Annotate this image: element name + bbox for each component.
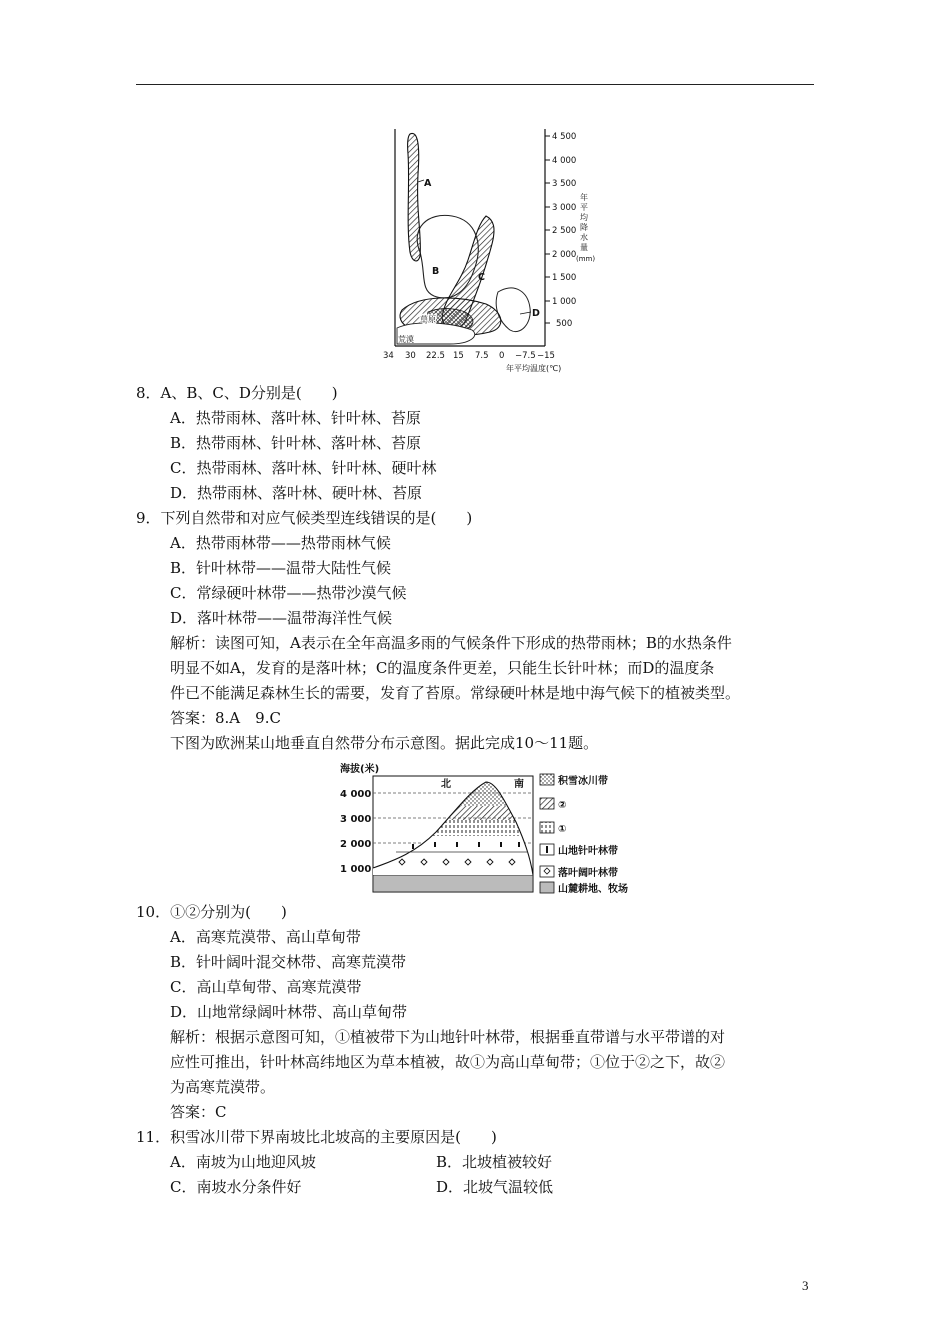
q11-stem: 11．积雪冰川带下界南坡比北坡高的主要原因是( ) xyxy=(136,1128,497,1146)
q11-option-a: A．南坡为山地迎风坡 xyxy=(170,1153,316,1171)
y-label-char: 年 xyxy=(580,193,588,202)
q10-analysis-line: 应性可推出，针叶林高纬地区为草本植被，故①为高山草甸带；①位于②之下，故② xyxy=(170,1053,726,1071)
q11-option-b: B．北坡植被较好 xyxy=(436,1153,553,1171)
x-tick: −7.5 xyxy=(515,351,536,361)
q10-option-c: C．高山草甸带、高寒荒漠带 xyxy=(170,978,362,996)
label-desert: 荒漠 xyxy=(398,335,414,344)
label-grassland: 草原 xyxy=(420,315,436,324)
y-label-char: 均 xyxy=(580,213,588,222)
y-tick: 2 000 xyxy=(552,250,577,260)
legend-item: ② xyxy=(558,800,567,811)
y-label-char: 水 xyxy=(580,233,588,242)
q9-option-b: B．针叶林带——温带大陆性气候 xyxy=(170,559,392,577)
label-d: D xyxy=(532,308,540,319)
y-tick: 3 500 xyxy=(552,179,577,189)
y-tick: 1 500 xyxy=(552,273,577,283)
label-a: A xyxy=(424,178,432,189)
header-rule xyxy=(136,84,814,85)
x-tick: −15 xyxy=(537,351,555,361)
legend-item: 山地针叶林带 xyxy=(558,846,618,857)
x-tick: 30 xyxy=(405,351,416,361)
y-tick: 3 000 xyxy=(552,203,577,213)
q8-option-d: D．热带雨林、落叶林、硬叶林、苔原 xyxy=(170,484,423,502)
y-label-char: 量 xyxy=(580,243,588,252)
elev-tick: 4 000 xyxy=(340,789,372,800)
q9-stem: 9．下列自然带和对应气候类型连线错误的是( ) xyxy=(136,509,473,527)
q11-option-d: D．北坡气温较低 xyxy=(436,1178,554,1196)
q9-option-a: A．热带雨林带——热带雨林气候 xyxy=(170,534,391,552)
foothill-band xyxy=(373,875,533,892)
q9-option-d: D．落叶林带——温带海洋性气候 xyxy=(170,609,393,627)
elev-tick: 3 000 xyxy=(340,814,372,825)
x-tick: 34 xyxy=(383,351,394,361)
legend-item: ① xyxy=(558,824,567,835)
x-axis-label: 年平均温度(℃) xyxy=(506,364,562,373)
answer-10: 答案：C xyxy=(170,1103,227,1121)
y-tick: 2 500 xyxy=(552,226,577,236)
x-tick: 7.5 xyxy=(475,351,489,361)
answer-8-9: 答案：8.A 9.C xyxy=(170,709,281,727)
q10-option-b: B．针叶阔叶混交林带、高寒荒漠带 xyxy=(170,953,407,971)
y-axis-title: 海拔(米) xyxy=(340,764,380,775)
elev-tick: 1 000 xyxy=(340,864,372,875)
q9-option-c: C．常绿硬叶林带——热带沙漠气候 xyxy=(170,584,407,602)
q8-stem: 8．A、B、C、D分别是( ) xyxy=(136,384,338,402)
page-number: 3 xyxy=(802,1278,809,1293)
q9-analysis-line: 件已不能满足森林生长的需要，发育了苔原。常绿硬叶林是地中海气候下的植被类型。 xyxy=(170,684,741,702)
y-unit: (mm) xyxy=(576,255,596,263)
q10-analysis-line: 解析：根据示意图可知，①植被带下为山地针叶林带，根据垂直带谱与水平带谱的对 xyxy=(170,1028,726,1046)
q10-option-d: D．山地常绿阔叶林带、高山草甸带 xyxy=(170,1003,408,1021)
south-label: 南 xyxy=(514,779,524,790)
q10-stem: 10．①②分别为( ) xyxy=(136,903,287,921)
vertical-zonation-figure xyxy=(336,760,646,896)
region-a-shape xyxy=(408,133,421,261)
x-tick: 0 xyxy=(499,351,505,361)
vegetation-climate-figure xyxy=(380,124,596,374)
y-tick: 1 000 xyxy=(552,297,577,307)
intro-10-11: 下图为欧洲某山地垂直自然带分布示意图。据此完成10～11题。 xyxy=(170,734,599,752)
region-d-shape xyxy=(496,288,530,332)
q9-analysis-line: 解析：读图可知，A表示在全年高温多雨的气候条件下形成的热带雨林；B的水热条件 xyxy=(170,634,732,652)
north-label: 北 xyxy=(441,779,451,790)
x-tick: 15 xyxy=(453,351,464,361)
y-tick: 4 500 xyxy=(552,132,577,142)
q8-option-b: B．热带雨林、针叶林、落叶林、苔原 xyxy=(170,434,422,452)
elev-tick: 2 000 xyxy=(340,839,372,850)
label-b: B xyxy=(432,266,440,277)
q11-option-c: C．南坡水分条件好 xyxy=(170,1178,302,1196)
q9-analysis-line: 明显不如A，发育的是落叶林；C的温度条件更差，只能生长针叶林；而D的温度条 xyxy=(170,659,715,677)
y-tick: 500 xyxy=(556,319,573,329)
q10-analysis-line: 为高寒荒漠带。 xyxy=(170,1078,276,1096)
q8-option-c: C．热带雨林、落叶林、针叶林、硬叶林 xyxy=(170,459,437,477)
y-tick: 4 000 xyxy=(552,156,577,166)
x-tick: 22.5 xyxy=(426,351,445,361)
q8-option-a: A．热带雨林、落叶林、针叶林、苔原 xyxy=(170,409,421,427)
q10-option-a: A．高寒荒漠带、高山草甸带 xyxy=(170,928,361,946)
legend-item: 落叶阔叶林带 xyxy=(558,868,618,879)
y-label-char: 平 xyxy=(580,203,588,212)
legend-item: 山麓耕地、牧场 xyxy=(558,884,628,895)
label-c: C xyxy=(478,272,485,283)
y-label-char: 降 xyxy=(580,223,588,232)
legend-item: 积雪冰川带 xyxy=(558,776,608,787)
